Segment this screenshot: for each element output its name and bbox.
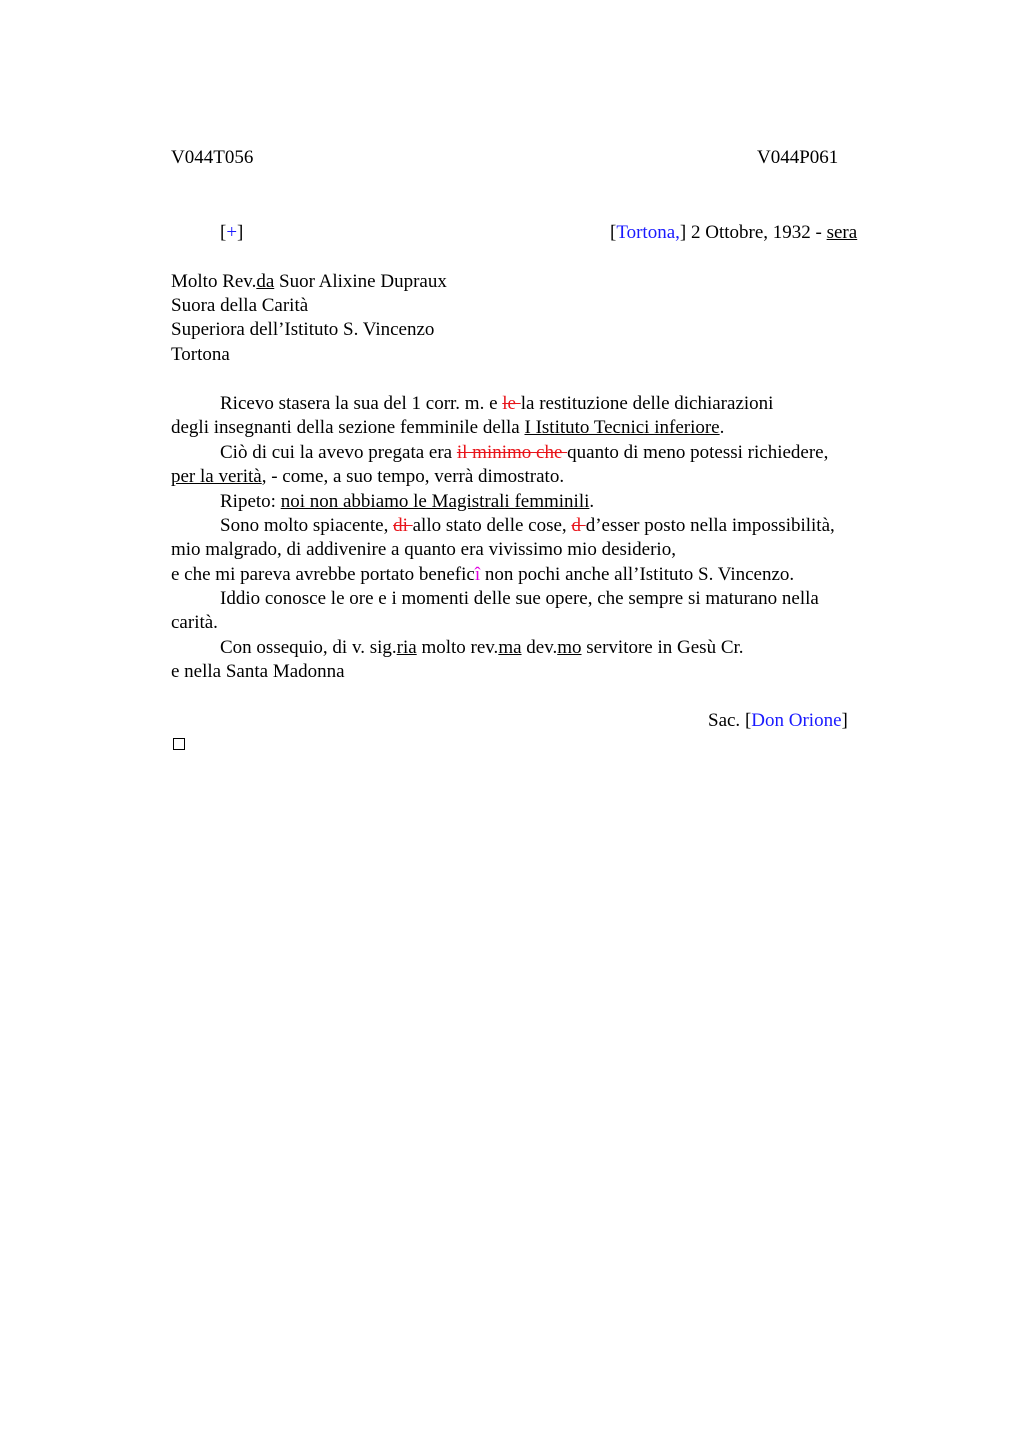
deleted-text: d xyxy=(571,515,586,536)
body-line: per la verità, - come, a suo tempo, verrà dimostrato. xyxy=(171,466,565,487)
deleted-text: di xyxy=(393,515,413,536)
address-line: Tortona xyxy=(171,344,230,365)
document-code-left: V044T056 xyxy=(171,147,254,168)
document-code-right: V044P061 xyxy=(757,147,839,168)
body-line: Ciò di cui la avevo pregata era il minimo che quanto di meno potessi richiedere, xyxy=(220,442,829,463)
end-square-icon xyxy=(173,738,185,750)
cross-mark: [+] xyxy=(220,222,244,243)
signature-name: Don Orione xyxy=(751,710,842,731)
body-line: carità. xyxy=(171,612,218,633)
signature: Sac. [Don Orione] xyxy=(708,710,848,731)
body-line: mio malgrado, di addivenire a quanto era vivissimo mio desiderio, xyxy=(171,539,676,560)
dateline: [Tortona,] 2 Ottobre, 1932 - sera xyxy=(610,222,858,243)
body-line: Sono molto spiacente, di allo stato delle cose, d d’esser posto nella impossibilità, xyxy=(220,515,835,536)
body-line: Ripeto: noi non abbiamo le Magistrali femminili. xyxy=(220,491,595,512)
body-line: e nella Santa Madonna xyxy=(171,661,345,682)
body-line: Ricevo stasera la sua del 1 corr. m. e le la restituzione delle dichiarazioni xyxy=(220,393,774,414)
deleted-text: il minimo che xyxy=(456,442,568,463)
address-line: Molto Rev.da Suor Alixine Dupraux xyxy=(171,271,447,292)
place-name: Tortona, xyxy=(616,222,680,243)
body-line: Con ossequio, di v. sig.ria molto rev.ma dev.mo servitore in Gesù Cr. xyxy=(220,637,744,658)
body-line: e che mi pareva avrebbe portato beneficî non pochi anche all’Istituto S. Vincenzo. xyxy=(171,564,795,585)
deleted-text: le xyxy=(502,393,521,414)
address-line: Superiora dell’Istituto S. Vincenzo xyxy=(171,319,435,340)
body-line: degli insegnanti della sezione femminile della I Istituto Tecnici inferiore. xyxy=(171,417,725,438)
corrected-letter: î xyxy=(474,564,481,585)
body-line: Iddio conosce le ore e i momenti delle sue opere, che sempre si maturano nella xyxy=(220,588,819,609)
address-line: Suora della Carità xyxy=(171,295,309,316)
